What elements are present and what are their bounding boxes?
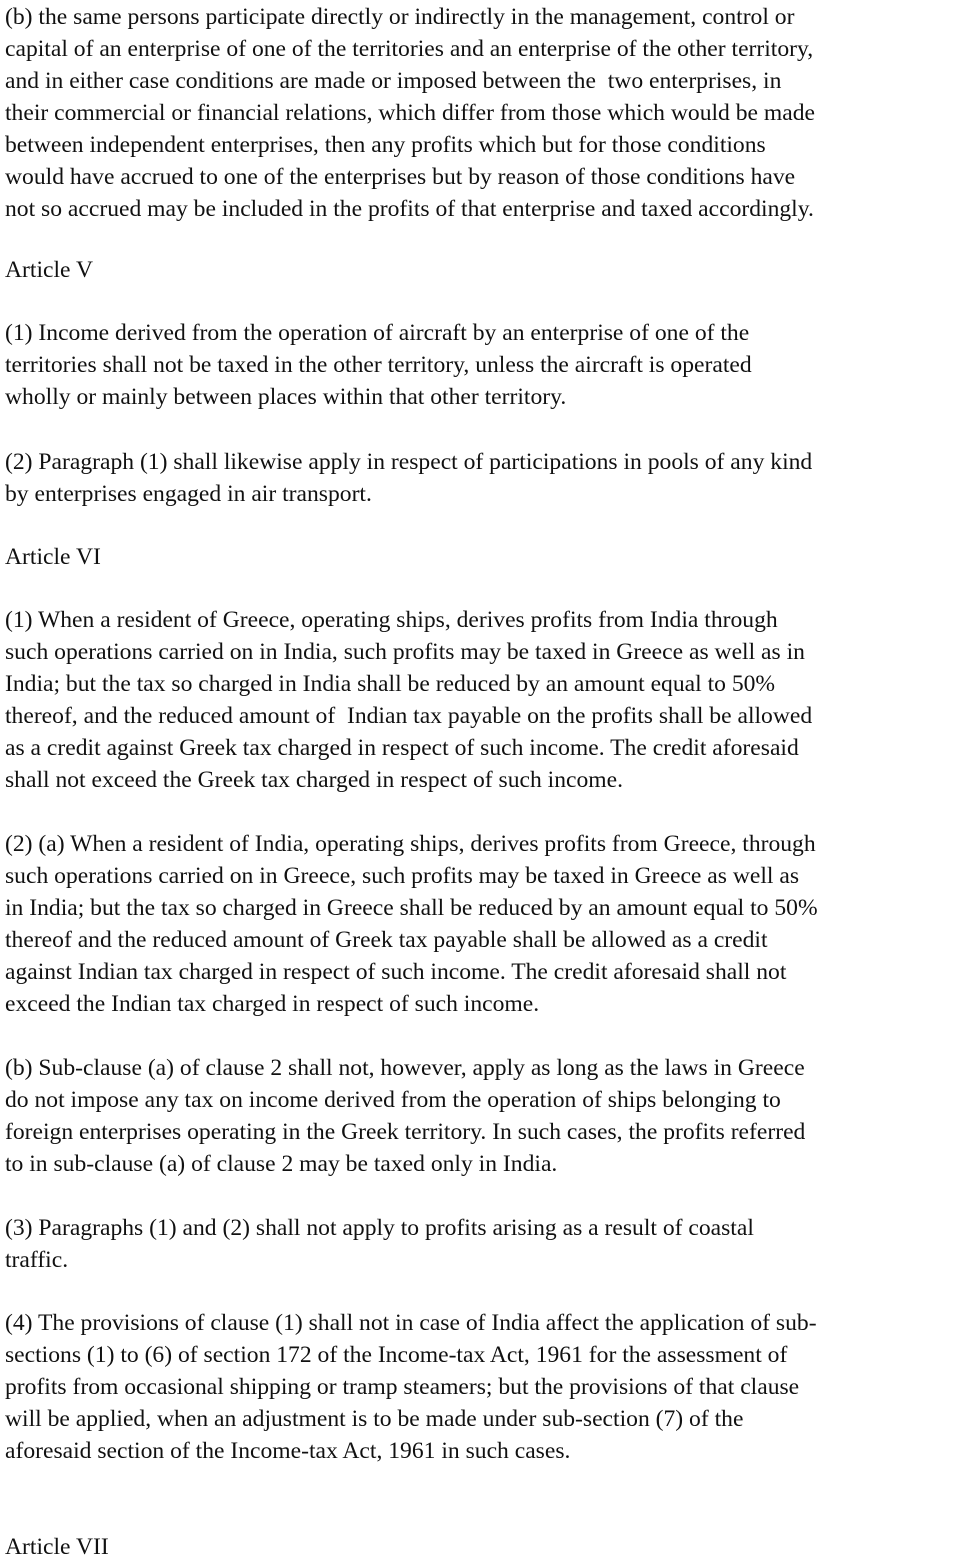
heading-text: Article V bbox=[5, 257, 94, 283]
text-line: traffic. bbox=[5, 1247, 69, 1273]
heading-text: Article VII bbox=[5, 1534, 109, 1560]
text-line: (2) (a) When a resident of India, operating ships, derives profits from Greece, through bbox=[5, 831, 816, 857]
text-line: such operations carried on in India, such profits may be taxed in Greece as well as in bbox=[5, 639, 805, 665]
text-line: do not impose any tax on income derived from the operation of ships belonging to bbox=[5, 1087, 781, 1113]
text-line: profits from occasional shipping or tramp steamers; but the provisions of that clause bbox=[5, 1374, 800, 1400]
text-line: foreign enterprises operating in the Greek territory. In such cases, the profits referred bbox=[5, 1119, 806, 1145]
text-line: (3) Paragraphs (1) and (2) shall not apply to profits arising as a result of coastal bbox=[5, 1215, 754, 1241]
text-line: in India; but the tax so charged in Greece shall be reduced by an amount equal to 50% bbox=[5, 895, 818, 921]
text-line: exceed the Indian tax charged in respect of such income. bbox=[5, 991, 540, 1017]
text-line: (4) The provisions of clause (1) shall not in case of India affect the application of sub- bbox=[5, 1310, 817, 1336]
text-line: (b) Sub-clause (a) of clause 2 shall not, however, apply as long as the laws in Greece bbox=[5, 1055, 805, 1081]
article-vi-paragraph-2a bbox=[5, 828, 818, 1020]
text-line: sections (1) to (6) of section 172 of the Income-tax Act, 1961 for the assessment of bbox=[5, 1342, 788, 1368]
text-line: wholly or mainly between places within that other territory. bbox=[5, 384, 567, 410]
article-vi-paragraph-4 bbox=[5, 1307, 817, 1467]
text-line: (b) the same persons participate directly or indirectly in the management, control or bbox=[5, 4, 795, 30]
article-v-heading bbox=[5, 254, 93, 286]
article-vii-heading bbox=[5, 1531, 109, 1563]
text-line: not so accrued may be included in the profits of that enterprise and taxed accordingly. bbox=[5, 196, 814, 222]
article-vi-paragraph-2b bbox=[5, 1052, 805, 1180]
article-vi-heading bbox=[5, 541, 101, 573]
paragraph-b-associated-enterprises bbox=[5, 1, 815, 225]
text-line: (1) When a resident of Greece, operating ships, derives profits from India through bbox=[5, 607, 778, 633]
article-vi-paragraph-3 bbox=[5, 1212, 754, 1276]
text-line: India; but the tax so charged in India shall be reduced by an amount equal to 50% bbox=[5, 671, 776, 697]
text-line: (1) Income derived from the operation of aircraft by an enterprise of one of the bbox=[5, 320, 750, 346]
text-line: thereof, and the reduced amount of Indian tax payable on the profits shall be allowed bbox=[5, 703, 813, 729]
text-line: their commercial or financial relations, which differ from those which would be made bbox=[5, 100, 815, 126]
text-line: such operations carried on in Greece, such profits may be taxed in Greece as well as bbox=[5, 863, 800, 889]
heading-text: Article VI bbox=[5, 544, 101, 570]
article-v-paragraph-2 bbox=[5, 446, 812, 510]
text-line: territories shall not be taxed in the other territory, unless the aircraft is operated bbox=[5, 352, 752, 378]
text-line: shall not exceed the Greek tax charged in respect of such income. bbox=[5, 767, 623, 793]
text-line: will be applied, when an adjustment is to be made under sub-section (7) of the bbox=[5, 1406, 744, 1432]
article-v-paragraph-1 bbox=[5, 317, 752, 413]
article-vi-paragraph-1 bbox=[5, 604, 812, 796]
text-line: against Indian tax charged in respect of such income. The credit aforesaid shall not bbox=[5, 959, 787, 985]
text-line: aforesaid section of the Income-tax Act, 1961 in such cases. bbox=[5, 1438, 571, 1464]
text-line: to in sub-clause (a) of clause 2 may be taxed only in India. bbox=[5, 1151, 558, 1177]
text-line: between independent enterprises, then any profits which but for those conditions bbox=[5, 132, 766, 158]
text-line: would have accrued to one of the enterprises but by reason of those conditions have bbox=[5, 164, 796, 190]
text-line: by enterprises engaged in air transport. bbox=[5, 481, 372, 507]
text-line: (2) Paragraph (1) shall likewise apply in respect of participations in pools of any kind bbox=[5, 449, 813, 475]
text-line: and in either case conditions are made or imposed between the two enterprises, in bbox=[5, 68, 782, 94]
text-line: as a credit against Greek tax charged in respect of such income. The credit aforesaid bbox=[5, 735, 799, 761]
text-line: capital of an enterprise of one of the territories and an enterprise of the other territory, bbox=[5, 36, 814, 62]
text-line: thereof and the reduced amount of Greek tax payable shall be allowed as a credit bbox=[5, 927, 768, 953]
